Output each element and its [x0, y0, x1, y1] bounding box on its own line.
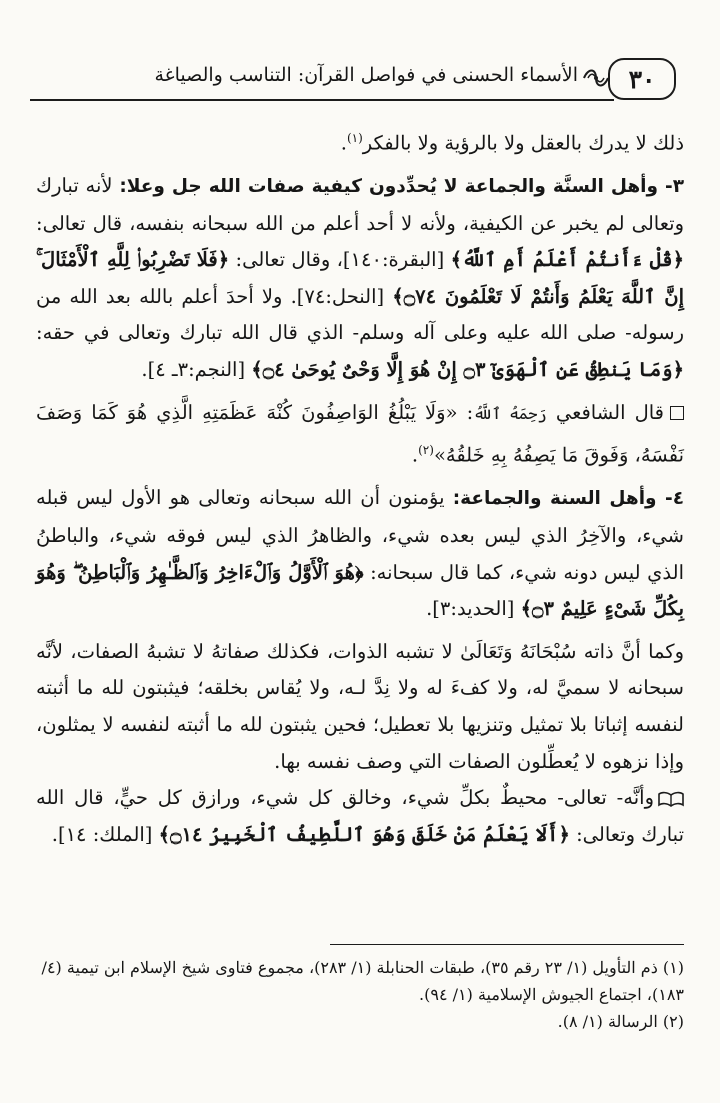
section-heading-3: ٣- وأهل السنَّة والجماعة لا يُحدِّدون كيفية صفات الله جل وعلا:: [119, 176, 684, 198]
quran-verse: ﴿هُوَ ٱلْأَوَّلُ وَٱلْءَاخِرُ وَٱلظَّـٰهِرُ وَٱلْبَاطِنُ ۖ وَهُوَ بِكُلِّ شَىْءٍ عَلِيمٌ ۝٣﴾: [36, 560, 684, 621]
arabesque-ornament-icon: [582, 66, 610, 90]
main-text: [36, 120, 684, 853]
open-book-icon: [658, 791, 684, 807]
footnote-divider: [330, 944, 684, 945]
paragraph-3: ٣- وأهل السنَّة والجماعة لا يُحدِّدون كيفية صفات الله جل وعلا: لأنه تبارك وتعالى لم يخبر عن الكيفية، ولأنه لا أحد أعلم من الله سبحانه بنفسه، قال تعالى: ﴿قُلْ ءَأَنتُمْ أَعْلَمُ أَمِ ٱللَّهُ﴾ [البقرة:١٤٠]، وقال تعالى: ﴿فَلَا تَضْرِبُوا۟ لِلَّهِ ٱلْأَمْثَالَ ۚ إِنَّ ٱللَّهَ يَعْلَمُ وَأَنتُمْ لَا تَعْلَمُونَ ۝٧٤﴾ [النحل:٧٤]. ولا أحدَ أعلم بالله بعد الله من رسوله- صلى الله عليه وعلى آله وسلم- الذي قال الله تبارك وتعالى في حقه: ﴿وَمَا يَنطِقُ عَنِ ٱلْهَوَىٰٓ ۝٣ إِنْ هُوَ إِلَّا وَحْىٌ يُوحَىٰ ۝٤﴾ [النجم:٣ـ ٤].: [36, 174, 685, 382]
paragraph-encompassing: وأنَّه- تعالى- محيطٌ بكلِّ شيء، وخالق كل شيء، ورازق كل حيٍّ، قال الله تبارك وتعالى: ﴿أَلَا يَعْلَمُ مَنْ خَلَقَ وَهُوَ ٱللَّطِيفُ ٱلْخَبِيرُ ۝١٤﴾ [الملك: ١٤].: [36, 786, 684, 846]
page-number-badge: [608, 58, 676, 100]
page-header: [30, 58, 676, 104]
quran-verse: ﴿أَلَا يَعْلَمُ مَنْ خَلَقَ وَهُوَ ٱللَّطِيفُ ٱلْخَبِيرُ ۝١٤﴾: [158, 822, 570, 846]
page-number: ٣٠: [628, 64, 656, 94]
section-heading-4: ٤- وأهل السنة والجماعة:: [452, 488, 684, 510]
honorific: رَحِمَهُ ٱللَّهُ: [473, 403, 547, 423]
footnote-ref-2: (٢): [418, 443, 434, 458]
paragraph-intro: ذلك لا يدرك بالعقل ولا بالرؤية ولا بالفكر$^{(١)}$.: [340, 131, 684, 155]
square-bullet-icon: [670, 406, 684, 420]
footnote-1: (١) ذم التأويل (١/ ٢٣ رقم ٣٥)، طبقات الحنابلة (١/ ٢٨٣)، مجموع فتاوى شيخ الإسلام ابن تيمية (٤/ ١٨٣)، اجتماع الجيوش الإسلامية (١/ ٩٤).: [41, 958, 684, 1004]
running-title: الأسماء الحسنى في فواصل القرآن: التناسب والصياغة: [154, 64, 578, 86]
paragraph-attributes: وكما أنَّ ذاته سُبْحَانَهُ وَتَعَالَىٰ لا تشبه الذوات، فكذلك صفاتهُ لا تشبهُ الصفات، لأنَّه سبحانه لا سميَّ له، ولا كفءَ له ولا نِدَّ لـه، ولا يُقاس بخلقه؛ فيثبتون لله ما أثبته لنفسه إثباتا بلا تمثيل وتنزيها بلا تعطيل؛ فحين يثبتون لله ما أثبته لنفسه لا يمثلون، وإذا نزهوه لا يُعطِّلون الصفات التي وصف نفسه بها.: [36, 639, 684, 773]
quran-verse: ﴿وَمَا يَنطِقُ عَنِ ٱلْهَوَىٰٓ ۝٣ إِنْ هُوَ إِلَّا وَحْىٌ يُوحَىٰ ۝٤﴾: [251, 358, 684, 382]
paragraph-4: ٤- وأهل السنة والجماعة: يؤمنون أن الله سبحانه وتعالى هو الأول ليس قبله شيء، والآخِرُ الذي ليس بعده شيء، والظاهرُ الذي ليس فوقه شيء، والباطنُ الذي ليس دونه شيء، كما قال سبحانه: ﴿هُوَ ٱلْأَوَّلُ وَٱلْءَاخِرُ وَٱلظَّـٰهِرُ وَٱلْبَاطِنُ ۖ وَهُوَ بِكُلِّ شَىْءٍ عَلِيمٌ ۝٣﴾ [الحديد:٣].: [36, 486, 685, 621]
footnotes: [36, 954, 684, 1035]
header-rule: [30, 99, 614, 101]
paragraph-shafii-quote: قال الشافعي رَحِمَهُ ٱللَّهُ: «وَلَا يَبْلُغُ الوَاصِفُونَ كُنْهَ عَظَمَتِهِ الَّذِي هُوَ كَمَا وَصَفَ نَفْسَهُ، وَفَوقَ مَا يَصِفُهُ بِهِ خَلقُهُ»$^{(٢)}$.: [36, 400, 684, 467]
footnote-2: (٢) الرسالة (١/ ٨).: [557, 1012, 684, 1031]
footnote-ref-1: (١): [346, 131, 363, 145]
quran-verse: ﴿فَلَا تَضْرِبُوا۟ لِلَّهِ ٱلْأَمْثَالَ ۚ إِنَّ ٱللَّهَ يَعْلَمُ وَأَنتُمْ لَا تَعْلَمُونَ ۝٧٤﴾: [36, 248, 685, 308]
shafii-quote: : «وَلَا يَبْلُغُ الوَاصِفُونَ كُنْهَ عَظَمَتِهِ الَّذِي هُوَ كَمَا وَصَفَ نَفْسَهُ، وَفَوقَ مَا يَصِفُهُ بِهِ خَلقُهُ»: [36, 400, 684, 467]
quran-verse: ﴿قُلْ ءَأَنتُمْ أَعْلَمُ أَمِ ٱللَّهُ﴾: [450, 248, 685, 272]
